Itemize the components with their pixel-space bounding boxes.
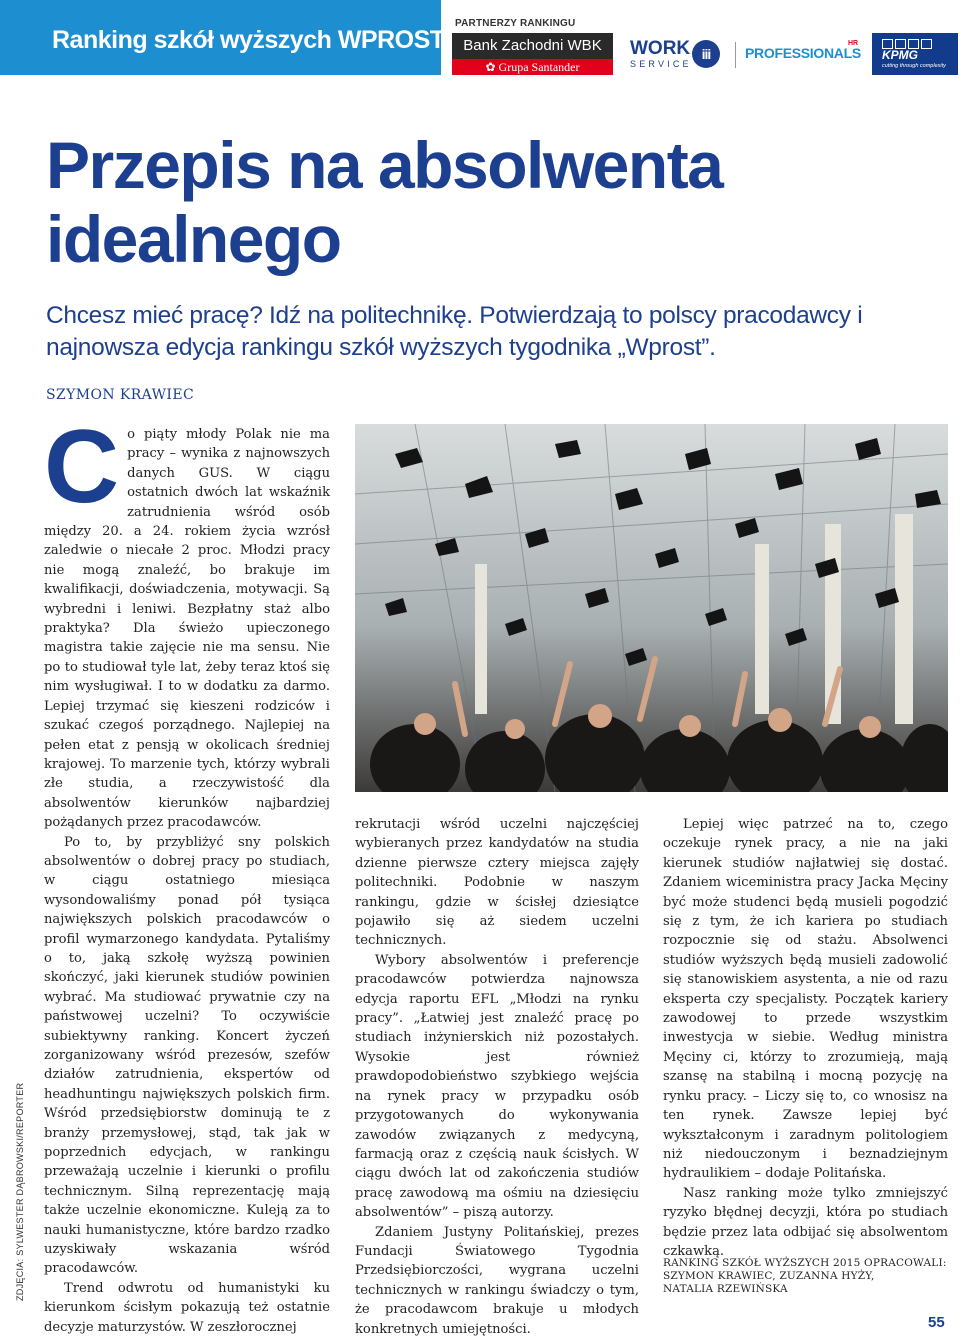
paragraph: Trend odwrotu od humanistyki ku kierunkom ścisłym pokazują też ostatnie decyzje maturzystów. W zeszłorocznej [44,1280,330,1335]
paragraph: Nasz ranking może tylko zmniejszyć ryzyko błędnej decyzji, która po studiach będzie przez lata odbijać się absolwentom czkawką. [663,1185,948,1259]
article-headline: Przepis na absolwenta idealnego [46,128,723,276]
partner-divider [735,42,736,68]
drop-cap: C [44,409,120,525]
bzwbk-group: Grupa Santander [498,60,580,74]
kpmg-name: KPMG [882,48,918,62]
kpmg-tagline: cutting through complexity [882,63,946,69]
paragraph: Po to, by przybliżyć sny polskich absolwentów o dobrej pracy po studiach, w ciągu ostatniego miesiąca wysondowaliśmy ponad pół tysiąca największych polskich pracodawców o profil wymarzonego kandydata. Pytaliśmy o to, jaką szkołę wyższą powinien skończyć, jaki kierunek studiów powinien wybrać. Ma studiować prywatnie czy na państwowej uczelni? To oczywiście subiektywny ranking. Koncert życzeń zorganizowany wśród prezesów, szefów działów zatrudnienia, ekspertów od headhuntingu największych polskich firm. Wśród przedsiębiorstw dominują te z branży przemysłowej, stąd, tak jak w poprzednich edycjach, w rankingu przeważają uczelnie i kierunki o profilu technicznym. Silną reprezentację mają także uczelnie ekonomiczne. Kuleją za to nauki humanistyczne, które bardzo rzadko uzyskiwały wskazania wśród pracodawców. [44,834,330,1277]
bzwbk-logo [452,33,613,75]
section-title: Ranking szkół wyższych WPROST [52,26,445,54]
professionals-hr: HR [848,40,859,47]
work-service-mark-icon: iii [692,40,720,68]
bzwbk-name: Bank Zachodni WBK [452,33,613,59]
ranking-credit-line: RANKING SZKÓŁ WYŻSZYCH 2015 OPRACOWALI: [663,1257,947,1269]
banner-title-block [0,0,445,75]
ranking-credit-line: SZYMON KRAWIEC, ZUZANNA HYŻY, [663,1270,875,1282]
graduation-photo [355,424,948,792]
article-column-3 [663,815,948,1261]
article-column-1 [44,409,330,1337]
santander-flame-icon: ✿ [485,60,499,74]
work-service-word: WORK [630,38,691,59]
work-service-subword: SERVICE [630,59,692,69]
paragraph: rekrutacji wśród uczelni najczęściej wybieranych przez kandydatów na studia dzienne pierwsze cztery miejsca zajęły politechniki. Podobnie w naszym rankingu, gdzie w ścisłej dziesiątce pojawiło się aż siedem uczelni technicznych. [355,817,639,949]
article-lead: Chcesz mieć pracę? Idź na politechnikę. Potwierdzają to polscy pracodawcy i najnowsza edycja rankingu szkół wyższych tygodnika „Wprost”. [46,302,863,361]
article-column-2 [355,815,639,1339]
paragraph: Wybory absolwentów i preferencje pracodawców potwierdza najnowsza edycja raportu EFL „Młodzi na rynku pracy”. „Łatwiej jest znaleźć pracę po studiach inżynierskich niż pozostałych. Wysokie jest również prawdopodobieństwo szybkiego wejścia na rynek pracy w przypadku osób przygotowanych do wykonywania zawodów związanych z medycyną, farmacją oraz z częścią nauk ścisłych. W ciągu dwóch lat od zakończenia studiów pracę zawodową ma ośmiu na dziesięciu absolwentów” – piszą autorzy. [355,952,639,1221]
top-banner [0,0,960,80]
paragraph: o piąty młody Polak nie ma pracy – wynika z najnowszych danych GUS. W ciągu ostatnich dwóch lat wskaźnik zatrudnienia wśród osób między 20. a 24. rokiem życia wzrósł zaledwie o niecałe 2 proc. Młodzi pracy nie mogą znaleźć, bo brakuje im kwalifikacji, doświadczenia, motywacji. Są wybredni i leniwi. Bezpłatny staż albo praktyka? Dla świeżo upieczonego magistra takie zajęcie nie ma sensu. Nie po to studiował tyle lat, żeby teraz ktoś się nim wysługiwał. I to w dodatku za darmo. Lepiej trzymać się kieszeni rodziców i szukać czegoś porządnego. Najlepiej na pełen etat z pensją w okolicach średniej krajowej. To marzenie tych, którzy wybrali złe studia, a rzeczywistość dla absolwentów kierunków najbardziej pożądanych przez pracodawców. [44,427,330,831]
article-author: SZYMON KRAWIEC [46,387,195,403]
paragraph: Lepiej więc patrzeć na to, czego oczekuje rynek pracy, a nie na jaki kierunek studiów najłatwiej się dostać. Zdaniem wiceministra pracy Jacka Męciny być może studenci będą musieli pogodzić się z tym, że ich kariera po studiach rozpocznie się od stażu. Absolwenci studiów wyższych będą musieli zadowolić się stanowiskiem asystenta, a nie od razu eksperta czy specjalisty. Początek kariery zawodowej to przede wszystkim inwestycja w siebie. Według ministra Męciny ci, którzy to zrozumieją, mają szansę na stabilną i mocną pozycję na rynku pracy. – Liczy się to, co wnosisz na ten rynek. Zawsze lepiej być wykształconym i zaradnym politologiem niż niedouczonym i beznadziejnym hydraulikiem – dodaje Politańska. [663,817,948,1182]
kpmg-logo [872,33,958,75]
photo-credit [0,1082,40,1301]
work-service-logo [630,40,725,70]
photo-credit-text: ZDJĘCIA: SYLWESTER DĄBROWSKI/REPORTER [15,1082,25,1301]
partners-label: PARTNERZY RANKINGU [455,18,576,29]
paragraph: Zdaniem Justyny Politańskiej, prezes Fundacji Światowego Tygodnia Przedsiębiorczości, wygrana uczelni technicznych w rankingu świadczy o tym, że pracodawcom brakuje u młodych konkretnych umiejętności. [355,1224,639,1337]
ranking-credit-line: NATALIA RZEWIŃSKA [663,1283,788,1295]
ranking-credit [663,1257,948,1296]
page-number: 55 [928,1314,945,1331]
professionals-logo: PROFESSIONALS [745,45,861,61]
graduation-photo-image [355,424,948,792]
